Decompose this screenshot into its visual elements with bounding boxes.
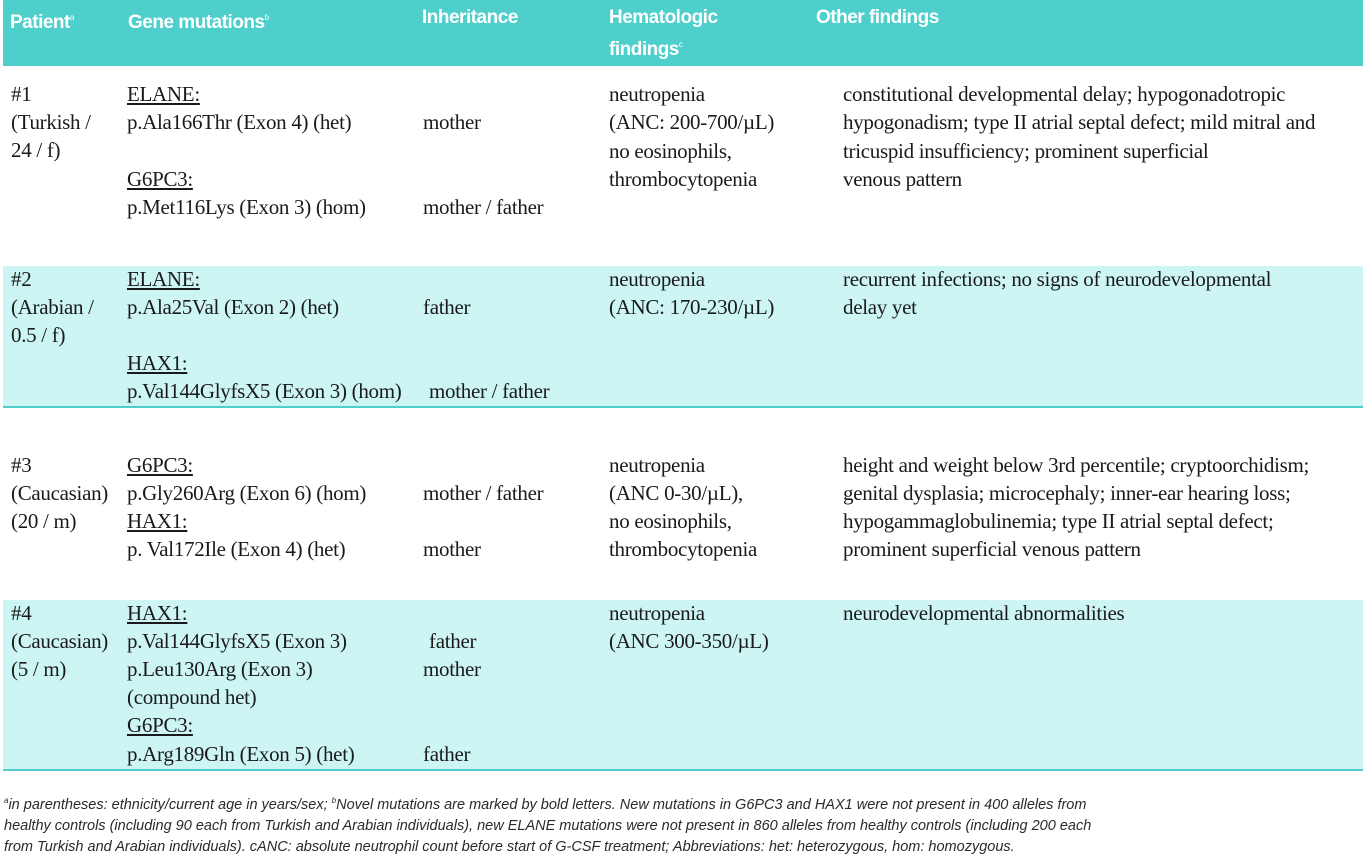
patient-info: 0.5 / f) — [11, 323, 66, 347]
row-divider — [3, 406, 1363, 408]
gene-label: ELANE: — [127, 267, 200, 291]
other-finding: hypogammaglobulinemia; type II atrial septal defect; — [843, 509, 1274, 533]
hematologic-finding: (ANC: 170-230/µL) — [609, 295, 775, 319]
gene-label: G6PC3: — [127, 167, 193, 191]
patient-info: (Turkish / — [11, 110, 91, 134]
patient-id: #3 — [11, 453, 32, 477]
header-hematologic-findings: Hematologic findings$^c$ — [609, 7, 718, 60]
patient-id: #1 — [11, 82, 32, 106]
inheritance: mother — [423, 537, 481, 561]
gene-label: ELANE: — [127, 82, 200, 106]
other-finding: delay yet — [843, 295, 917, 319]
inheritance: mother / father — [429, 379, 550, 403]
other-finding: venous pattern — [843, 167, 962, 191]
hematologic-finding: thrombocytopenia — [609, 537, 757, 561]
patient-id: #4 — [11, 601, 32, 625]
gene-label: HAX1: — [127, 509, 188, 533]
mutation: p.Val144GlyfsX5 (Exon 3) (hom) — [127, 379, 402, 403]
other-finding: constitutional developmental delay; hypogonadotropic — [843, 82, 1286, 106]
mutation: p.Met116Lys (Exon 3) (hom) — [127, 195, 366, 219]
hematologic-finding: neutropenia — [609, 601, 705, 625]
header-patient: Patient$^a$ — [10, 12, 74, 33]
other-finding: hypogonadism; type II atrial septal defect; mild mitral and — [843, 110, 1316, 134]
inheritance: father — [429, 629, 477, 653]
hematologic-finding: neutropenia — [609, 267, 705, 291]
hematologic-finding: no eosinophils, — [609, 139, 732, 163]
hematologic-finding: no eosinophils, — [609, 509, 732, 533]
inheritance: mother — [423, 110, 481, 134]
hematologic-finding: (ANC 300-350/µL) — [609, 629, 769, 653]
gene-label: HAX1: — [127, 351, 188, 375]
patient-info: (5 / m) — [11, 657, 67, 681]
table-footnote: $^a$in parentheses: ethnicity/current age in years/sex; $^b$Novel mutations are marked by bold letters. New mutations in G6PC3 and HAX1 were not present in 400 alleles from healthy controls (including 90 each from Turkish and Arabian individuals), new ELANE mutations were not present in 860 alleles from healthy controls (including 200 each from Turkish and Arabian individuals). cANC: absolute neutrophil count before start of G-CSF treatment; Abbreviations: het: heterozygous, hom: homozygous. — [4, 796, 1092, 855]
mutation: (compound het) — [127, 685, 257, 709]
mutation: p.Ala166Thr (Exon 4) (het) — [127, 110, 352, 134]
mutation: p.Ala25Val (Exon 2) (het) — [127, 295, 339, 319]
table-header — [3, 0, 1363, 66]
mutation: p. Val172Ile (Exon 4) (het) — [127, 537, 346, 561]
mutation: p.Val144GlyfsX5 (Exon 3) — [127, 629, 347, 653]
inheritance: mother / father — [423, 195, 544, 219]
other-finding: neurodevelopmental abnormalities — [843, 601, 1125, 625]
inheritance: mother — [423, 657, 481, 681]
inheritance: father — [423, 742, 471, 766]
gene-label: G6PC3: — [127, 713, 193, 737]
mutation: p.Leu130Arg (Exon 3) — [127, 657, 313, 681]
patient-info: (Caucasian) — [11, 629, 108, 653]
inheritance: father — [423, 295, 471, 319]
row-divider — [3, 769, 1363, 771]
patient-id: #2 — [11, 267, 32, 291]
header-gene-mutations: Gene mutations$^b$ — [128, 12, 269, 33]
other-finding: tricuspid insufficiency; prominent superficial — [843, 139, 1209, 163]
hematologic-finding: (ANC: 200-700/µL) — [609, 110, 775, 134]
patient-info: (Arabian / — [11, 295, 94, 319]
hematologic-finding: neutropenia — [609, 453, 705, 477]
patient-info: 24 / f) — [11, 138, 61, 162]
hematologic-finding: neutropenia — [609, 82, 705, 106]
patient-info: (Caucasian) — [11, 481, 108, 505]
header-inheritance: Inheritance — [422, 7, 518, 28]
mutation: p.Arg189Gln (Exon 5) (het) — [127, 742, 355, 766]
gene-label: HAX1: — [127, 601, 188, 625]
header-other-findings: Other findings — [816, 7, 939, 28]
other-finding: genital dysplasia; microcephaly; inner-ear hearing loss; — [843, 481, 1291, 505]
other-finding: prominent superficial venous pattern — [843, 537, 1141, 561]
hematologic-finding: (ANC 0-30/µL), — [609, 481, 743, 505]
other-finding: recurrent infections; no signs of neurodevelopmental — [843, 267, 1272, 291]
hematologic-finding: thrombocytopenia — [609, 167, 757, 191]
other-finding: height and weight below 3rd percentile; cryptoorchidism; — [843, 453, 1310, 477]
gene-label: G6PC3: — [127, 453, 193, 477]
inheritance: mother / father — [423, 481, 544, 505]
mutation: p.Gly260Arg (Exon 6) (hom) — [127, 481, 367, 505]
patient-info: (20 / m) — [11, 509, 77, 533]
